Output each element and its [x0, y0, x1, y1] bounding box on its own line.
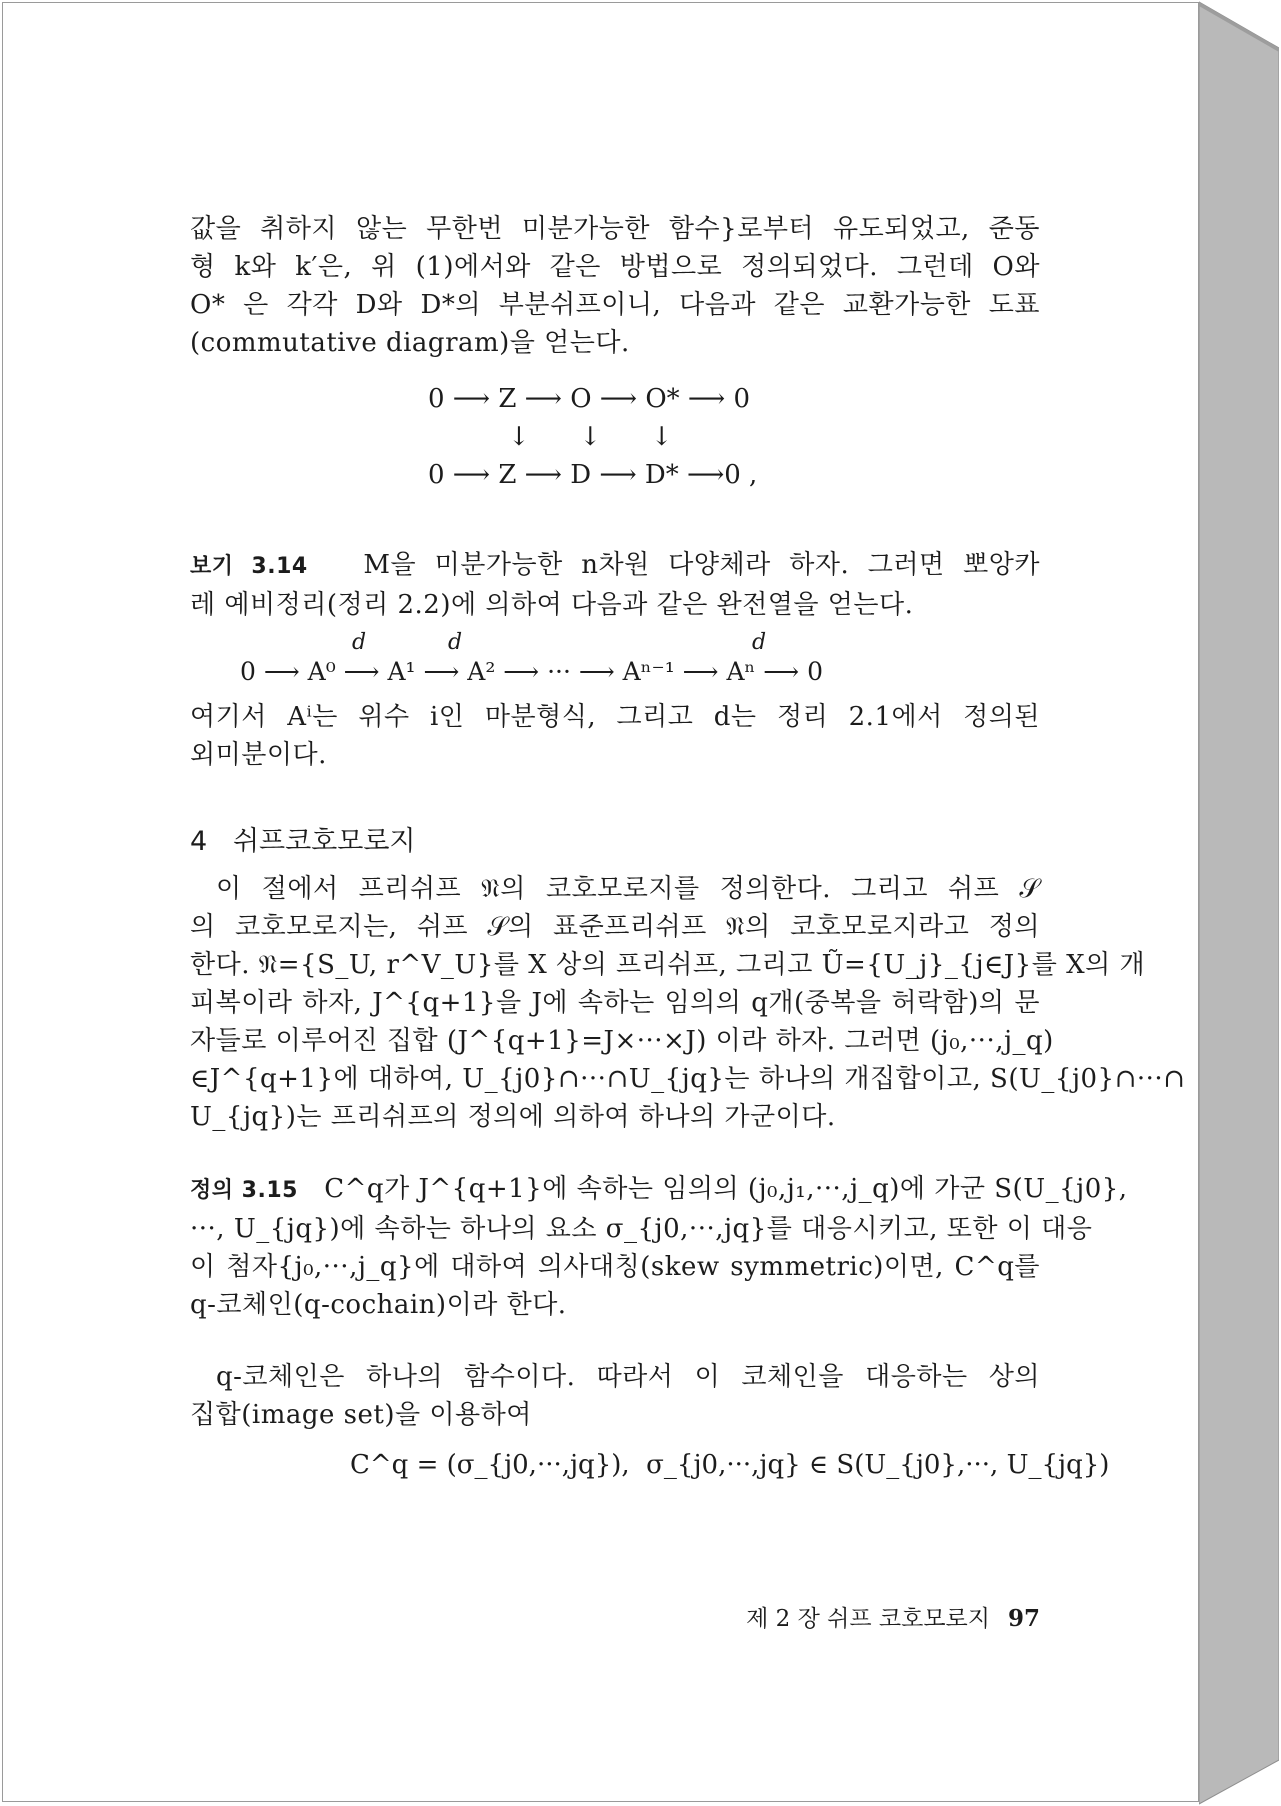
example-label: 보기 3.14 [190, 554, 308, 579]
text-line: U_{jq})는 프리쉬프의 정의에 의하여 하나의 가군이다. [190, 1102, 836, 1132]
page-stack-edge [1199, 0, 1279, 1806]
text-line: (commutative diagram)을 얻는다. [190, 328, 630, 358]
map-label-d: d [752, 630, 767, 655]
text-line: q-코체인(q-cochain)이라 한다. [190, 1290, 567, 1320]
map-label-d: d [352, 630, 367, 655]
text-line: 한다. 𝔑={S_U, r^V_U}를 X 상의 프리쉬프, 그리고 Ũ={U_j}_{j∈J}를 X의 개 [190, 950, 1146, 980]
definition-label: 정의 3.15 [190, 1178, 298, 1203]
example-text: M을 미분가능한 n차원 다양체라 하자. 그러면 뽀앙카 [363, 550, 1040, 580]
diagram-row-top: 0 ⟶ Z ⟶ O ⟶ O* ⟶ 0 [428, 384, 750, 414]
paragraph-intro [190, 210, 1040, 362]
text-line: 값을 취하지 않는 무한번 미분가능한 함수}로부터 유도되었고, 준동 [190, 214, 1040, 244]
definition-3-15 [190, 1170, 1128, 1324]
text-line [190, 546, 1040, 586]
section-4 [190, 822, 1186, 1136]
text-line: ∈J^{q+1}에 대하여, U_{j0}∩···∩U_{jq}는 하나의 개집합이고, S(U_{j0}∩···∩ [190, 1064, 1186, 1094]
exact-sequence: 0 ⟶ A⁰ ⟶ A¹ ⟶ A² ⟶ ··· ⟶ Aⁿ⁻¹ ⟶ Aⁿ ⟶ 0 [240, 657, 823, 686]
definition-text: C^q가 J^{q+1}에 속하는 임의의 (j₀,j₁,···,j_q)에 가군 S(U_{j0}, [324, 1174, 1128, 1204]
text-line: 자들로 이루어진 집합 (J^{q+1}=J×···×J) 이라 하자. 그러면 (j₀,···,j_q) [190, 1026, 1054, 1056]
cochain-equation: C^q = (σ_{j0,···,jq}), σ_{j0,···,jq} ∈ S(U_{j0},···, U_{jq}) [350, 1450, 1110, 1480]
running-head: 제 2 장 쉬프 코호모로지 [746, 1606, 990, 1632]
text-line: 의 코호모로지는, 쉬프 𝒮의 표준프리쉬프 𝔑의 코호모로지라고 정의 [190, 912, 1040, 942]
diagram-arrows: ↓ ↓ ↓ [508, 422, 673, 452]
text-line: q-코체인은 하나의 함수이다. 따라서 이 코체인을 대응하는 상의 [216, 1362, 1040, 1392]
text-line: 이 첨자{j₀,···,j_q}에 대하여 의사대칭(skew symmetric)이면, C^q를 [190, 1252, 1040, 1282]
text-line: 외미분이다. [190, 740, 327, 770]
text-line [190, 1170, 1128, 1210]
text-line: O* 은 각각 D와 D*의 부분쉬프이니, 다음과 같은 교환가능한 도표 [190, 290, 1040, 320]
map-label-d: d [448, 630, 463, 655]
text-line: 형 k와 k′은, 위 (1)에서와 같은 방법으로 정의되었다. 그런데 O와 [190, 252, 1040, 282]
text-line: 레 예비정리(정리 2.2)에 의하여 다음과 같은 완전열을 얻는다. [190, 590, 914, 620]
text-line: 집합(image set)을 이용하여 [190, 1400, 532, 1430]
text-line: 여기서 Aⁱ는 위수 i인 마분형식, 그리고 d는 정리 2.1에서 정의된 [190, 702, 1040, 732]
text-line: 이 절에서 프리쉬프 𝔑의 코호모로지를 정의한다. 그리고 쉬프 𝒮 [216, 874, 1040, 904]
text-line: 피복이라 하자, J^{q+1}을 J에 속하는 임의의 q개(중복을 허락함)의 문 [190, 988, 1040, 1018]
section-title: 쉬프코호모로지 [232, 826, 416, 857]
paragraph-cochain [190, 1358, 1110, 1488]
page-content [190, 210, 1186, 1488]
page-number: 97 [1007, 1605, 1040, 1632]
section-number: 4 [190, 826, 208, 857]
example-3-14 [190, 546, 1040, 774]
section-heading [190, 822, 1040, 862]
page-footer [700, 1600, 1040, 1633]
text-line: ···, U_{jq})에 속하는 하나의 요소 σ_{j0,···,jq}를 대응시키고, 또한 이 대응 [190, 1214, 1093, 1244]
diagram-row-bottom: 0 ⟶ Z ⟶ D ⟶ D* ⟶0 , [428, 460, 758, 490]
commutative-diagram [190, 376, 1040, 498]
